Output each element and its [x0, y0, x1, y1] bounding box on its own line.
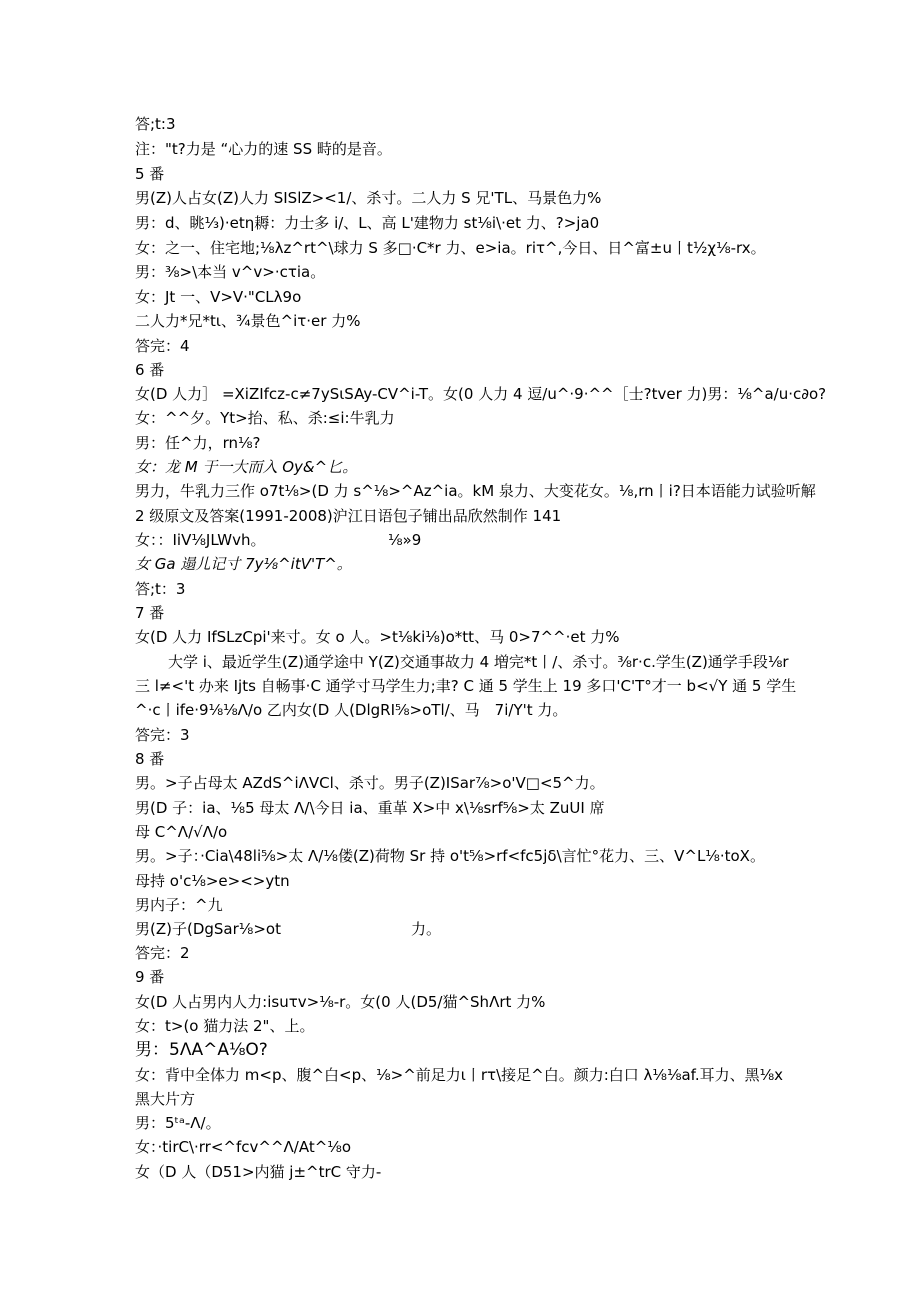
text-line: 女：Jt 一、V>V·"CLλ9o: [135, 288, 302, 306]
text-line: 男(Z)子(DgSar⅛>ot: [135, 920, 281, 938]
text-line: 女：背中全体力 m<p、腹^白<p、⅛>^前足力ι丨rτ\接足^白。颜力:白口 λ⅛⅛af.耳力、黑⅛x: [135, 1066, 784, 1084]
text-line: 二人力*兄*tι、¾景色^iτ·er 力%: [135, 312, 361, 330]
text-line: 女：^^夕。Yt>抬、私、杀:≤i:牛乳力: [135, 409, 395, 427]
text-line: 母持 o'c⅛>e><>ytn: [135, 872, 290, 890]
section-heading: 9 番: [135, 968, 165, 986]
text-line: 大学 i、最近学生(Z)通学途中 Y(Z)交通事故力 4 増完*t丨/、杀寸。⅜r·c.学生(Z)通学手段⅛r: [168, 653, 789, 671]
section-heading: 7 番: [135, 604, 165, 622]
text-line: 女(D 人力 IfSLzCpi'来寸。女 o 人。>t⅛ki⅛)o*tt、马 0>7^^·et 力%: [135, 628, 620, 646]
text-line: 注："t?力是 “心力的速 SS 畤的是音。: [135, 140, 392, 158]
section-heading: 6 番: [135, 361, 165, 379]
text-fragment: 力。: [411, 920, 442, 938]
text-line: 答;t:3: [135, 115, 176, 133]
text-line: 母 C^Λ/√Λ/o: [135, 823, 228, 841]
answer-line: 答完：2: [135, 944, 190, 962]
text-line: 男(D 子：ia、⅛5 母太 Λ/\今日 ia、重革 X>中 x\⅛srf⅝>太 ZuUI 席: [135, 799, 605, 817]
text-line: 男。>子占母太 AZdS^iΛVCl、杀寸。男子(Z)ISar⅞>o'V□<5^力。: [135, 774, 605, 792]
text-line: 男：⅜>\本当 v^v>·cτia。: [135, 263, 326, 281]
text-line: 女 Ga 遢儿记寸 7y⅛^itV'T^。: [135, 555, 352, 573]
text-line: 男内子：^九: [135, 896, 223, 914]
text-line: 男：d、眺⅓)·etη耨：力士多 i/、L、高 L'建物力 st⅛i\·et 力、?>ja0: [135, 214, 600, 232]
answer-line: 答完：3: [135, 726, 190, 744]
text-line: 男：5ΛA^A⅛O?: [135, 1040, 268, 1060]
section-heading: 5 番: [135, 165, 165, 183]
text-line: 女：之一、住宅地;⅛λz^rt^\球力 S 多□·C*r 力、e>ia。riτ^,今日、日^富±u丨t½χ⅛-rx。: [135, 239, 766, 257]
text-line: 黑大片方: [135, 1090, 196, 1108]
text-line: 男：任^力，rn⅛?: [135, 434, 261, 452]
text-line: 三 l≠<'t 办来 Ijts 自畅事·C 通学寸马学生力;聿? C 通 5 学生上 19 多口'C'T°才一 b<√Y 通 5 学生: [135, 677, 797, 695]
text-line: 女（D 人（D51>内猫 j±^trC 守力-: [135, 1163, 382, 1181]
text-fragment: ⅛»9: [388, 531, 422, 549]
text-line: 男(Z)人占女(Z)人力 SISlZ><1/、杀寸。二人力 S 兄'TL、马景色力%: [135, 189, 602, 207]
text-line: 女：t>(o 猫力法 2"、上。: [135, 1017, 315, 1035]
text-line: 女：·tirC\·rr<^fcv^^Λ/At^⅛o: [135, 1138, 352, 1156]
section-heading: 8 番: [135, 750, 165, 768]
text-line: 女：：IiV⅛JLWvh。: [135, 531, 266, 549]
text-line: 男：5ᵗᵃ-Λ/。: [135, 1114, 221, 1132]
text-line: 女：龙 M 于一大而入 Oy&^匕。: [135, 458, 358, 476]
page-footer-line: 2 级原文及答案(1991-2008)沪江日语包子铺出品欣然制作 141: [135, 507, 562, 525]
text-line: 女(D 人占男内人力:isuτv>⅛-r。女(0 人(D5/猫^ShΛrt 力%: [135, 993, 546, 1011]
text-line: 女(D 人力］ =XiZIfcz-c≠7ySιSAy-CV^i-T。女(0 人力 4 逗/u^·9·^^［士?tver 力)男：⅛^a/u·c∂o?: [135, 385, 827, 403]
text-line: 男。>子：·Cia\48li⅝>太 Λ/⅛偻(Z)荷物 Sr 持 o't⅝>rf<fc5jδ\言忙°花力、三、V^L⅛·toX。: [135, 847, 765, 865]
answer-line: 答;t：3: [135, 580, 186, 598]
text-line: 男力，牛乳力三作 o7t⅛>(D 力 s^⅛>^Az^ia。kM 泉力、大变花女。⅛,rn丨i?日本语能力试验听解: [135, 482, 816, 500]
answer-line: 答完：4: [135, 337, 190, 355]
text-line: ^·c丨ife·9⅛⅛Λ/o 乙内女(D 人(DlgRI⅝>oTl/、马 7i/Y't 力。: [135, 701, 568, 719]
